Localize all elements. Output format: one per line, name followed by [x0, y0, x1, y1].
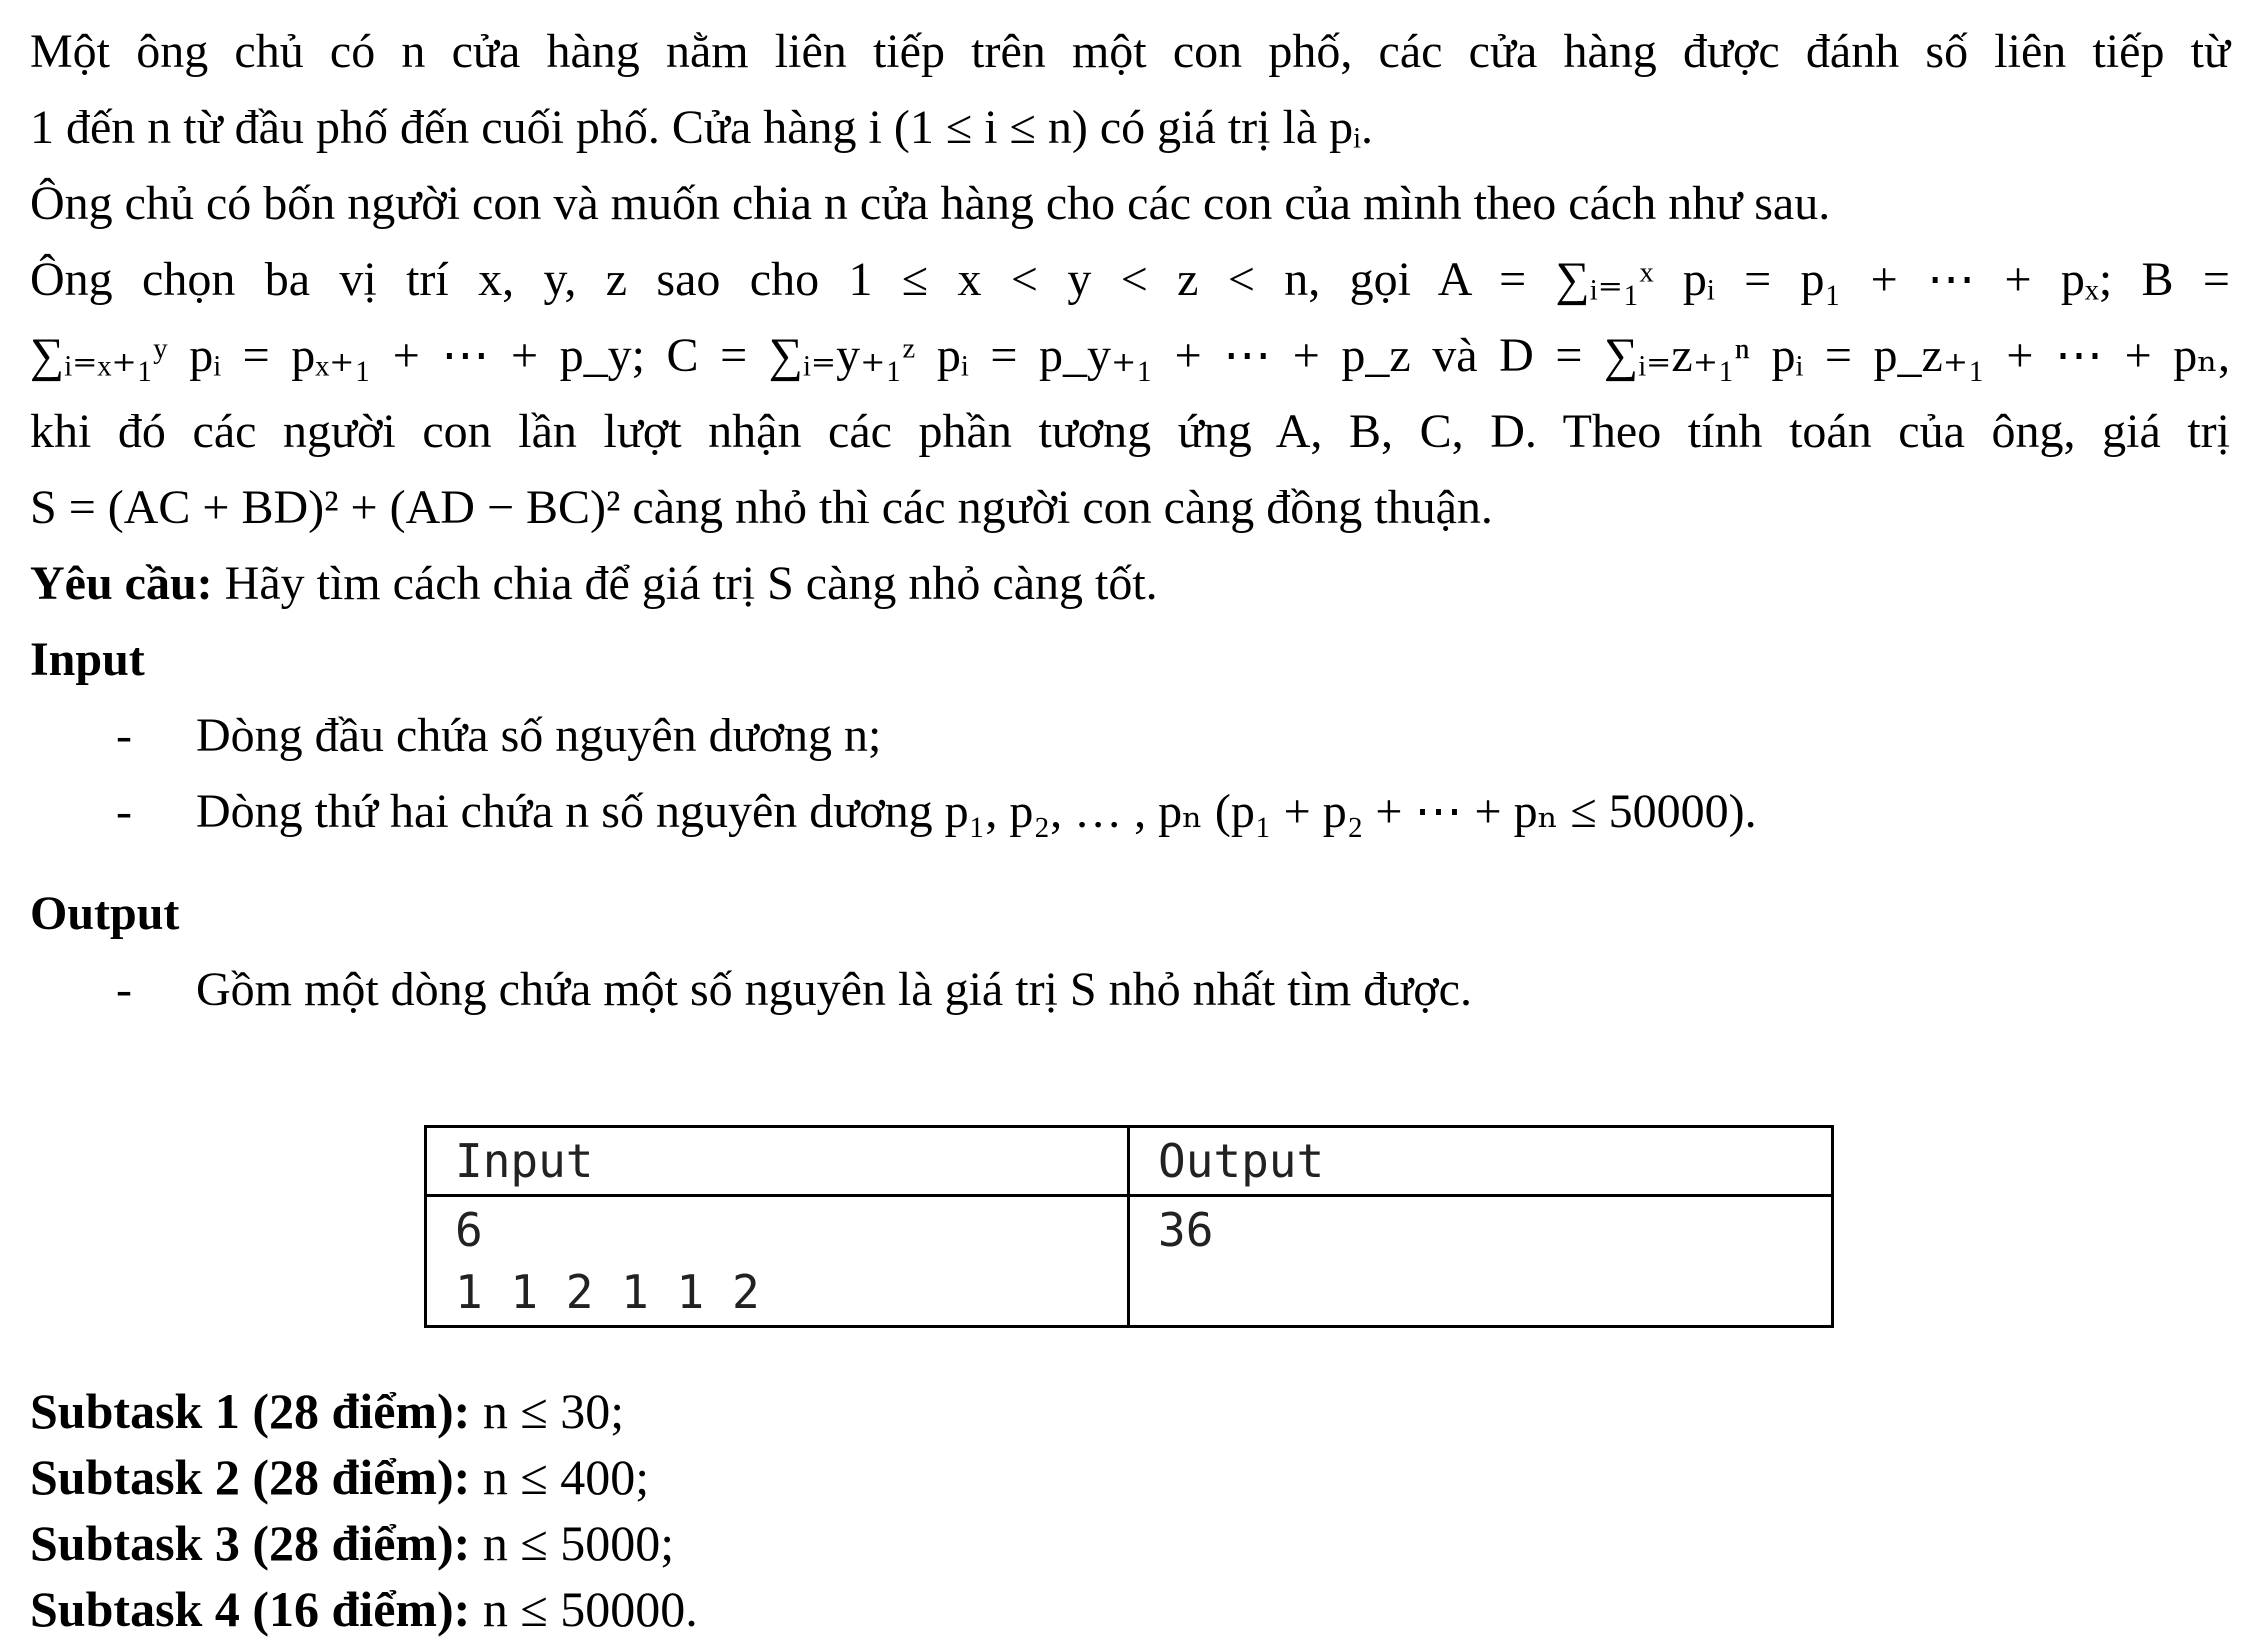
intro-line-6: khi đó các người con lần lượt nhận các phần tương ứng A, B, C, D. Theo tính toán của ông, giá trị	[30, 405, 2230, 458]
subtask-condition: n ≤ 30;	[482, 1383, 625, 1439]
intro-line-7: S = (AC + BD)² + (AD − BC)² càng nhỏ thì các người con càng đồng thuận.	[30, 481, 1493, 534]
intro-line-3: Ông chủ có bốn người con và muốn chia n cửa hàng cho các con của mình theo cách như sau.	[30, 177, 1831, 230]
example-output-cell	[1129, 1196, 1833, 1327]
subtask-3	[30, 1510, 698, 1576]
example-header-row	[426, 1127, 1833, 1196]
example-input-line: 6	[455, 1203, 483, 1257]
input-bullet-1-text: Dòng đầu chứa số nguyên dương n;	[196, 709, 882, 762]
intro-line-5: ∑ᵢ₌ₓ₊₁ʸ pᵢ = pₓ₊₁ + ⋯ + p_y; C = ∑ᵢ₌y₊₁ᶻ pᵢ = p_y₊₁ + ⋯ + p_z và D = ∑ᵢ₌z₊₁ⁿ pᵢ = p_z₊₁ + ⋯ + pₙ,	[30, 329, 2230, 382]
input-bullet-2-text: Dòng thứ hai chứa n số nguyên dương p₁, p₂, … , pₙ (p₁ + p₂ + ⋯ + pₙ ≤ 50000).	[196, 785, 1757, 838]
input-bullet-1: - Dòng đầu chứa số nguyên dương n;	[116, 709, 882, 762]
subtask-2	[30, 1444, 698, 1510]
example-input-cell	[426, 1196, 1129, 1327]
output-bullet-1: - Gồm một dòng chứa một số nguyên là giá trị S nhỏ nhất tìm được.	[116, 963, 1472, 1016]
subtask-label: Subtask 3 (28 điểm):	[30, 1515, 471, 1571]
input-bullet-2: - Dòng thứ hai chứa n số nguyên dương p₁, p₂, … , pₙ (p₁ + p₂ + ⋯ + pₙ ≤ 50000).	[116, 785, 1757, 838]
output-heading: Output	[30, 887, 180, 940]
example-data-row	[426, 1196, 1833, 1327]
subtask-label: Subtask 4 (16 điểm):	[30, 1581, 471, 1637]
subtask-4	[30, 1576, 698, 1642]
example-table	[424, 1125, 1834, 1328]
input-heading: Input	[30, 633, 145, 686]
subtask-label: Subtask 1 (28 điểm):	[30, 1383, 471, 1439]
example-output-line: 36	[1158, 1203, 1214, 1257]
subtask-condition: n ≤ 5000;	[482, 1515, 675, 1571]
output-bullet-1-text: Gồm một dòng chứa một số nguyên là giá trị S nhỏ nhất tìm được.	[196, 963, 1472, 1016]
intro-line-4: Ông chọn ba vị trí x, y, z sao cho 1 ≤ x < y < z < n, gọi A = ∑ᵢ₌₁ˣ pᵢ = p₁ + ⋯ + pₓ; B =	[30, 253, 2230, 306]
subtasks	[30, 1378, 698, 1642]
subtask-condition: n ≤ 400;	[482, 1449, 650, 1505]
requirement	[30, 546, 2230, 622]
example-input-line: 1 1 2 1 1 2	[455, 1265, 760, 1319]
subtask-1	[30, 1378, 698, 1444]
subtask-label: Subtask 2 (28 điểm):	[30, 1449, 471, 1505]
intro-line-1: Một ông chủ có n cửa hàng nằm liên tiếp trên một con phố, các cửa hàng được đánh số liên tiếp từ	[30, 25, 2230, 78]
requirement-label: Yêu cầu:	[30, 557, 213, 610]
subtask-condition: n ≤ 50000.	[482, 1581, 698, 1637]
intro-line-2: 1 đến n từ đầu phố đến cuối phố. Cửa hàng i (1 ≤ i ≤ n) có giá trị là pᵢ.	[30, 101, 1373, 154]
example-output-header: Output	[1129, 1127, 1833, 1196]
problem-statement	[30, 14, 2230, 1028]
example-input-header: Input	[426, 1127, 1129, 1196]
requirement-text: Hãy tìm cách chia để giá trị S càng nhỏ càng tốt.	[212, 557, 1158, 610]
